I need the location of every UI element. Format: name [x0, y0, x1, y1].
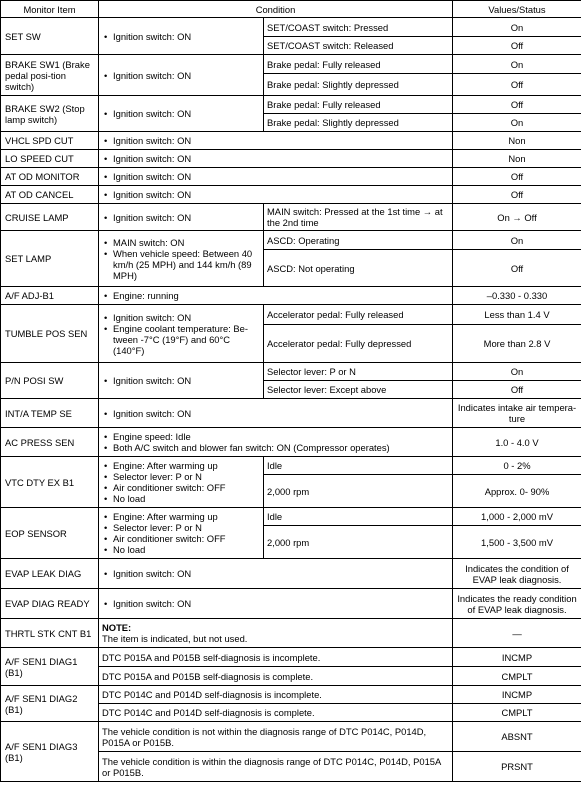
table-row — [1, 457, 581, 475]
list-item: • Ignition switch: ON — [102, 598, 449, 609]
value: 1,500 - 3,500 mV — [453, 526, 581, 559]
value: 1.0 - 4.0 V — [453, 428, 581, 457]
condition — [99, 428, 453, 457]
condition: Selector lever: Except above — [264, 381, 453, 399]
list-item: • Ignition switch: ON — [102, 70, 260, 81]
monitor-item: VTC DTY EX B1 — [1, 457, 99, 508]
list-item: • Engine: After warming up — [102, 511, 260, 522]
condition: Idle — [264, 508, 453, 526]
table-row — [1, 508, 581, 526]
list-item: • Engine speed: Idle — [102, 431, 449, 442]
condition: Brake pedal: Slightly depressed — [264, 74, 453, 96]
common-condition — [99, 363, 264, 399]
list-item: • Ignition switch: ON — [102, 171, 449, 182]
monitor-item: AT OD CANCEL — [1, 186, 99, 204]
common-condition — [99, 231, 264, 287]
condition — [99, 150, 453, 168]
condition: Selector lever: P or N — [264, 363, 453, 381]
value: Indicates intake air tempera-ture — [453, 399, 581, 428]
table-row — [1, 722, 581, 752]
value: Approx. 0- 90% — [453, 475, 581, 508]
list-item: • Ignition switch: ON — [102, 312, 260, 323]
monitor-item: AT OD MONITOR — [1, 168, 99, 186]
header-values-status: Values/Status — [453, 1, 581, 18]
condition: DTC P014C and P014D self-diagnosis is incomplete. — [99, 686, 453, 704]
table-row — [1, 559, 581, 589]
value: Off — [453, 168, 581, 186]
monitor-item: CRUISE LAMP — [1, 204, 99, 231]
table-row — [1, 619, 581, 648]
list-item: • Engine: After warming up — [102, 460, 260, 471]
list-item: • MAIN switch: ON — [102, 237, 260, 248]
value: Off — [453, 186, 581, 204]
monitor-item: BRAKE SW1 (Brake pedal posi-tion switch) — [1, 55, 99, 96]
condition — [99, 589, 453, 619]
table-row — [1, 204, 581, 231]
condition: Brake pedal: Slightly depressed — [264, 114, 453, 132]
list-item: • When vehicle speed: Between 40 km/h (25 MPH) and 144 km/h (89 MPH) — [102, 248, 260, 281]
value: CMPLT — [453, 667, 581, 686]
value: 1,000 - 2,000 mV — [453, 508, 581, 526]
list-item: • Air conditioner switch: OFF — [102, 482, 260, 493]
value: Off — [453, 250, 581, 287]
monitor-item: A/F SEN1 DIAG2 (B1) — [1, 686, 99, 722]
condition: The vehicle condition is within the diagnosis range of DTC P014C, P014D, P015A or P015B. — [99, 752, 453, 782]
value: Non — [453, 150, 581, 168]
value: On → Off — [453, 204, 581, 231]
value: Off — [453, 96, 581, 114]
value: On — [453, 18, 581, 37]
list-item: • Air conditioner switch: OFF — [102, 533, 260, 544]
condition: MAIN switch: Pressed at the 1st time → at the 2nd time — [264, 204, 453, 231]
monitor-item: AC PRESS SEN — [1, 428, 99, 457]
value: — — [453, 619, 581, 648]
list-item: • Ignition switch: ON — [102, 153, 449, 164]
list-item: • Ignition switch: ON — [102, 189, 449, 200]
condition: DTC P015A and P015B self-diagnosis is complete. — [99, 667, 453, 686]
list-item: • Both A/C switch and blower fan switch: ON (Compressor operates) — [102, 442, 449, 453]
condition: SET/COAST switch: Released — [264, 37, 453, 55]
monitor-item: VHCL SPD CUT — [1, 132, 99, 150]
monitor-item: P/N POSI SW — [1, 363, 99, 399]
list-item: • Ignition switch: ON — [102, 375, 260, 386]
condition: 2,000 rpm — [264, 475, 453, 508]
list-item: • Ignition switch: ON — [102, 31, 260, 42]
monitor-item: A/F ADJ-B1 — [1, 287, 99, 305]
table-row — [1, 589, 581, 619]
common-condition — [99, 204, 264, 231]
value: Off — [453, 37, 581, 55]
condition: Accelerator pedal: Fully depressed — [264, 325, 453, 363]
monitor-item: EVAP LEAK DIAG — [1, 559, 99, 589]
table-row — [1, 96, 581, 114]
condition: Brake pedal: Fully released — [264, 55, 453, 74]
table-row — [1, 132, 581, 150]
table-row — [1, 287, 581, 305]
value: PRSNT — [453, 752, 581, 782]
monitor-item: A/F SEN1 DIAG1 (B1) — [1, 648, 99, 686]
condition — [99, 186, 453, 204]
common-condition — [99, 96, 264, 132]
table-row — [1, 399, 581, 428]
monitor-item: INT/A TEMP SE — [1, 399, 99, 428]
condition — [99, 168, 453, 186]
condition: Idle — [264, 457, 453, 475]
value: Non — [453, 132, 581, 150]
monitor-item: EOP SENSOR — [1, 508, 99, 559]
common-condition — [99, 508, 264, 559]
value: INCMP — [453, 648, 581, 667]
monitor-item: TUMBLE POS SEN — [1, 305, 99, 363]
list-item: • Ignition switch: ON — [102, 408, 449, 419]
value: Less than 1.4 V — [453, 305, 581, 325]
value: Off — [453, 381, 581, 399]
common-condition — [99, 457, 264, 508]
condition: Accelerator pedal: Fully released — [264, 305, 453, 325]
list-item: • Ignition switch: ON — [102, 568, 449, 579]
table-row — [1, 648, 581, 667]
monitor-item: EVAP DIAG READY — [1, 589, 99, 619]
table-row — [1, 305, 581, 325]
header-monitor-item: Monitor Item — [1, 1, 99, 18]
condition: ASCD: Not operating — [264, 250, 453, 287]
condition: DTC P014C and P014D self-diagnosis is complete. — [99, 704, 453, 722]
monitor-item: A/F SEN1 DIAG3 (B1) — [1, 722, 99, 782]
monitor-item: SET SW — [1, 18, 99, 55]
table-row — [1, 150, 581, 168]
list-item: • Ignition switch: ON — [102, 108, 260, 119]
header-condition: Condition — [99, 1, 453, 18]
list-item: • Engine coolant temperature: Be-tween -7°C (19°F) and 60°C (140°F) — [102, 323, 260, 356]
list-item: • No load — [102, 493, 260, 504]
common-condition — [99, 18, 264, 55]
condition — [99, 132, 453, 150]
condition — [99, 287, 453, 305]
monitor-item: LO SPEED CUT — [1, 150, 99, 168]
list-item: • Selector lever: P or N — [102, 471, 260, 482]
condition — [99, 399, 453, 428]
note-label: NOTE: — [102, 622, 132, 633]
value: ABSNT — [453, 722, 581, 752]
value: On — [453, 231, 581, 250]
header-row — [1, 1, 581, 18]
condition: 2,000 rpm — [264, 526, 453, 559]
value: CMPLT — [453, 704, 581, 722]
condition: ASCD: Operating — [264, 231, 453, 250]
condition: Brake pedal: Fully released — [264, 96, 453, 114]
table-row — [1, 231, 581, 250]
table-row — [1, 18, 581, 37]
list-item: • No load — [102, 544, 260, 555]
note — [99, 619, 453, 648]
value: INCMP — [453, 686, 581, 704]
list-item: • Ignition switch: ON — [102, 135, 449, 146]
common-condition — [99, 305, 264, 363]
monitor-item: SET LAMP — [1, 231, 99, 287]
condition: DTC P015A and P015B self-diagnosis is incomplete. — [99, 648, 453, 667]
table-row — [1, 363, 581, 381]
value: Off — [453, 74, 581, 96]
value: Indicates the ready condition of EVAP leak diagnosis. — [453, 589, 581, 619]
value: On — [453, 114, 581, 132]
value: 0 - 2% — [453, 457, 581, 475]
common-condition — [99, 55, 264, 96]
table-row — [1, 55, 581, 74]
value: –0.330 - 0.330 — [453, 287, 581, 305]
value: On — [453, 363, 581, 381]
table-row — [1, 428, 581, 457]
monitor-item: THRTL STK CNT B1 — [1, 619, 99, 648]
list-item: • Ignition switch: ON — [102, 212, 260, 223]
note-text: The item is indicated, but not used. — [102, 633, 248, 644]
list-item: • Selector lever: P or N — [102, 522, 260, 533]
condition: The vehicle condition is not within the diagnosis range of DTC P014C, P014D, P015A or P015B. — [99, 722, 453, 752]
list-item: • Engine: running — [102, 290, 449, 301]
value: Indicates the condition of EVAP leak diagnosis. — [453, 559, 581, 589]
monitor-item: BRAKE SW2 (Stop lamp switch) — [1, 96, 99, 132]
value: More than 2.8 V — [453, 325, 581, 363]
value: On — [453, 55, 581, 74]
table-row — [1, 168, 581, 186]
condition — [99, 559, 453, 589]
table-row — [1, 686, 581, 704]
condition: SET/COAST switch: Pressed — [264, 18, 453, 37]
table-row — [1, 186, 581, 204]
